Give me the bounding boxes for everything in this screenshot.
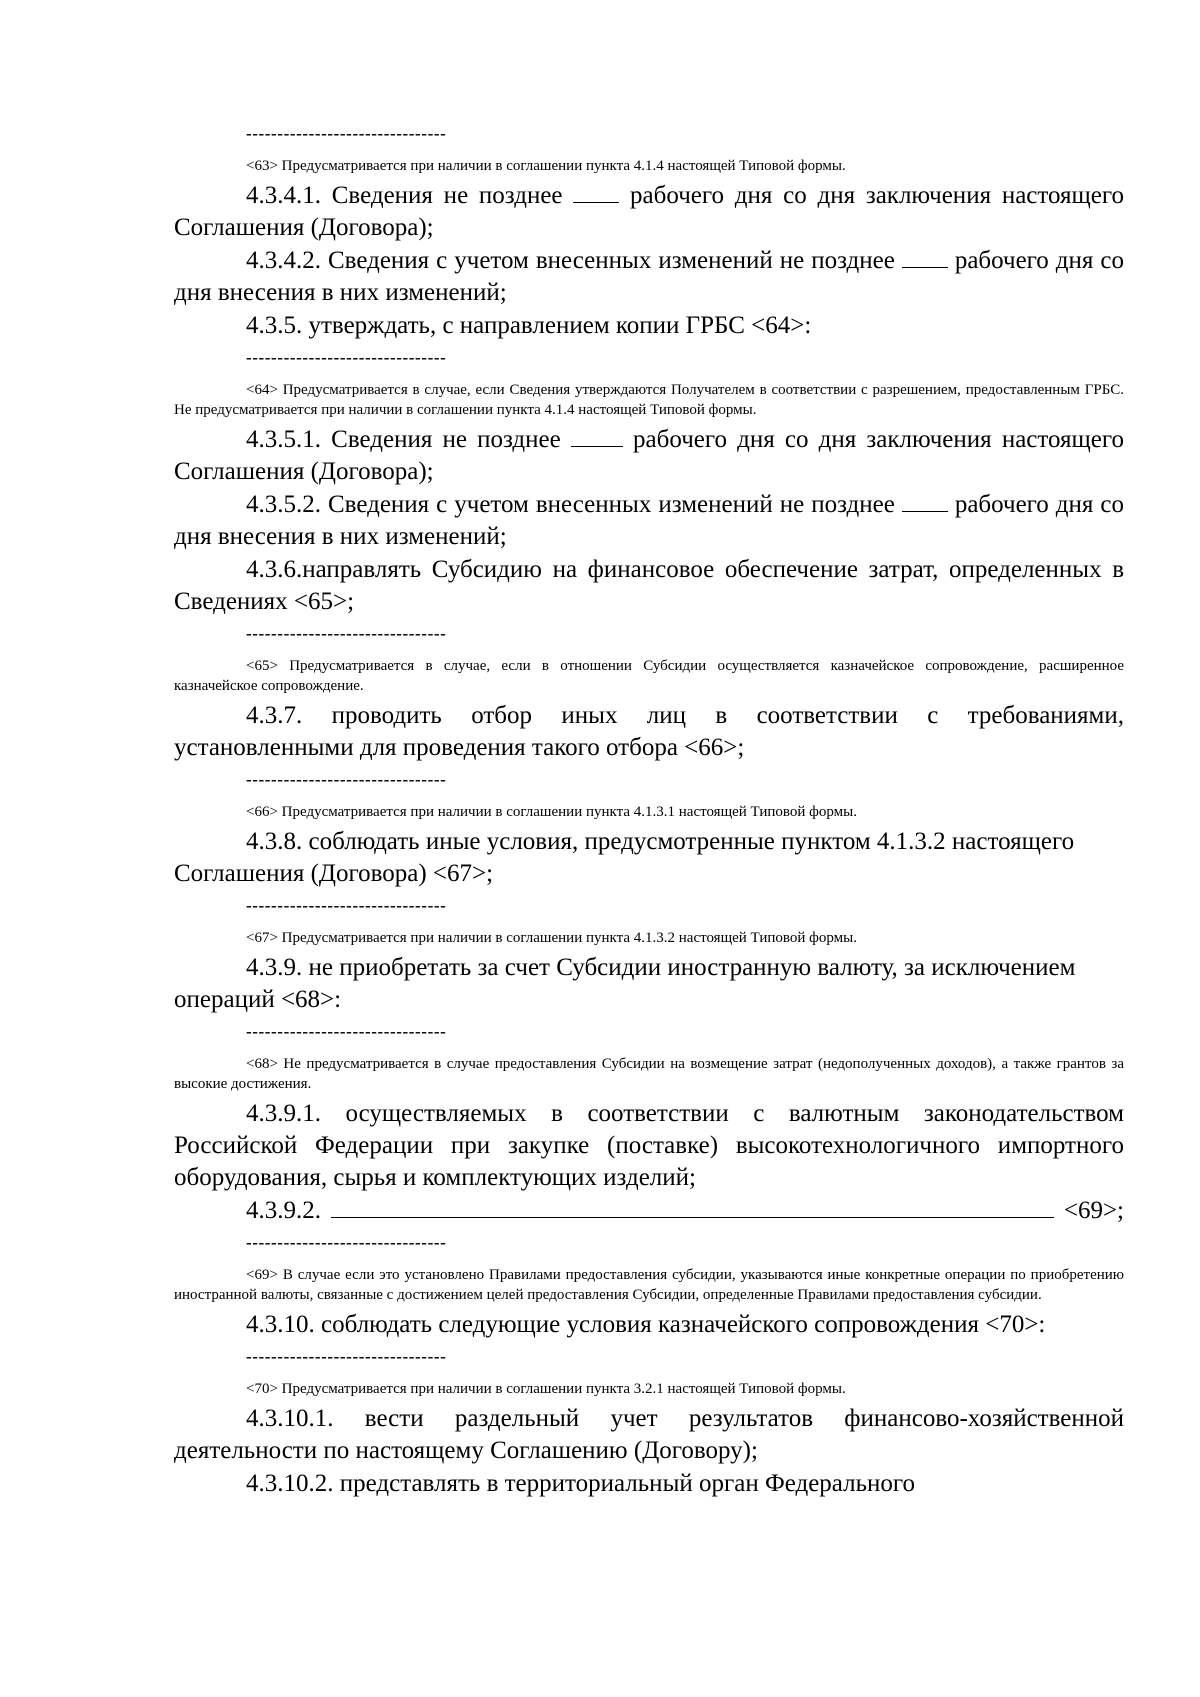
paragraph-4-3-5: 4.3.5. утверждать, с направлением копии ГРБС <64>: xyxy=(246,312,812,339)
footnote-70: <70> Предусматривается при наличии в соглашении пункта 3.2.1 настоящей Типовой формы. xyxy=(246,1381,846,1397)
footnote-ref: <69>; xyxy=(1063,1197,1124,1224)
footnote-66: <66> Предусматривается при наличии в соглашении пункта 4.1.3.1 настоящей Типовой формы. xyxy=(246,804,857,820)
paragraph-4-3-6: 4.3.6.направлять Субсидию на финансовое обеспечение затрат, определенных в Сведениях <65>; xyxy=(174,556,1124,615)
footnote-68: <68> Не предусматривается в случае предоставления Субсидии на возмещение затрат (недополученных доходов), а также грантов за высокие достижения. xyxy=(174,1056,1124,1092)
blank-field xyxy=(573,180,619,203)
footnote-64: <64> Предусматривается в случае, если Сведения утверждаются Получателем в соответствии с разрешением, предоставленным ГРБС. Не предусматривается при наличии в соглашении пункта 4.1.4 настоящей Типовой формы. xyxy=(174,382,1124,418)
footnote-65: <65> Предусматривается в случае, если в отношении Субсидии осуществляется казначейское сопровождение, расширенное казначейское сопровождение. xyxy=(174,658,1124,694)
paragraph-text: 4.3.5.2. Сведения с учетом внесенных изменений не позднее xyxy=(246,491,902,518)
footnote-63: <63> Предусматривается при наличии в соглашении пункта 4.1.4 настоящей Типовой формы. xyxy=(246,158,846,174)
paragraph-4-3-9-1: 4.3.9.1. осуществляемых в соответствии с валютным законодательством Российской Федерации при закупке (поставке) высокотехнологичного импортного оборудования, сырья и комплектующих изделий; xyxy=(174,1100,1124,1191)
paragraph-4-3-10-2: 4.3.10.2. представлять в территориальный орган Федерального xyxy=(246,1470,916,1497)
paragraph-text: рабочего дня со дня заключения настоящего Соглашения (Договора); xyxy=(174,426,1124,485)
paragraph-text: 4.3.4.1. Сведения не позднее xyxy=(246,182,574,209)
paragraph-4-3-5-1 xyxy=(174,424,1124,488)
blank-field xyxy=(331,1195,1054,1218)
paragraph-text: 4.3.5.1. Сведения не позднее xyxy=(246,426,571,453)
paragraph-4-3-4-1 xyxy=(174,180,1124,244)
footnote-69: <69> В случае если это установлено Правилами предоставления субсидии, указываются иные конкретные операции по приобретению иностранной валюты, связанные с достижением целей предоставления Субсидии, определенные Правилами предоставления субсидии. xyxy=(174,1267,1124,1303)
paragraph-4-3-10-1: 4.3.10.1. вести раздельный учет результатов финансово-хозяйственной деятельности по настоящему Соглашению (Договору); xyxy=(174,1405,1124,1464)
footnote-separator: -------------------------------- xyxy=(246,124,447,143)
footnote-separator: -------------------------------- xyxy=(246,896,447,915)
paragraph-text: 4.3.4.2. Сведения с учетом внесенных изменений не позднее xyxy=(246,247,902,274)
footnote-separator: -------------------------------- xyxy=(246,1233,447,1252)
paragraph-4-3-9-2 xyxy=(174,1195,1124,1227)
paragraph-number: 4.3.9.2. xyxy=(246,1197,321,1224)
footnote-separator: -------------------------------- xyxy=(246,1022,447,1041)
footnote-separator: -------------------------------- xyxy=(246,770,447,789)
paragraph-4-3-5-2 xyxy=(174,489,1124,553)
blank-field xyxy=(571,424,623,447)
footnote-separator: -------------------------------- xyxy=(246,1347,447,1366)
blank-field xyxy=(902,245,948,268)
footnote-separator: -------------------------------- xyxy=(246,348,447,367)
paragraph-text: рабочего дня со дня заключения настоящего Соглашения (Договора); xyxy=(174,182,1124,241)
paragraph-4-3-7: 4.3.7. проводить отбор иных лиц в соответствии с требованиями, установленными для проведения такого отбора <66>; xyxy=(174,702,1124,761)
paragraph-4-3-8: 4.3.8. соблюдать иные условия, предусмотренные пунктом 4.1.3.2 настоящего Соглашения (Договора) <67>; xyxy=(174,828,1075,887)
paragraph-text: рабочего дня со дня внесения в них изменений; xyxy=(174,247,1124,306)
footnote-separator: -------------------------------- xyxy=(246,624,447,643)
blank-field xyxy=(902,489,948,512)
paragraph-4-3-4-2 xyxy=(174,245,1124,309)
paragraph-text: рабочего дня со дня внесения в них изменений; xyxy=(174,491,1124,550)
paragraph-4-3-10: 4.3.10. соблюдать следующие условия казначейского сопровождения <70>: xyxy=(246,1311,1046,1338)
footnote-67: <67> Предусматривается при наличии в соглашении пункта 4.1.3.2 настоящей Типовой формы. xyxy=(246,930,857,946)
paragraph-4-3-9: 4.3.9. не приобретать за счет Субсидии иностранную валюту, за исключением операций <68>: xyxy=(174,954,1076,1013)
